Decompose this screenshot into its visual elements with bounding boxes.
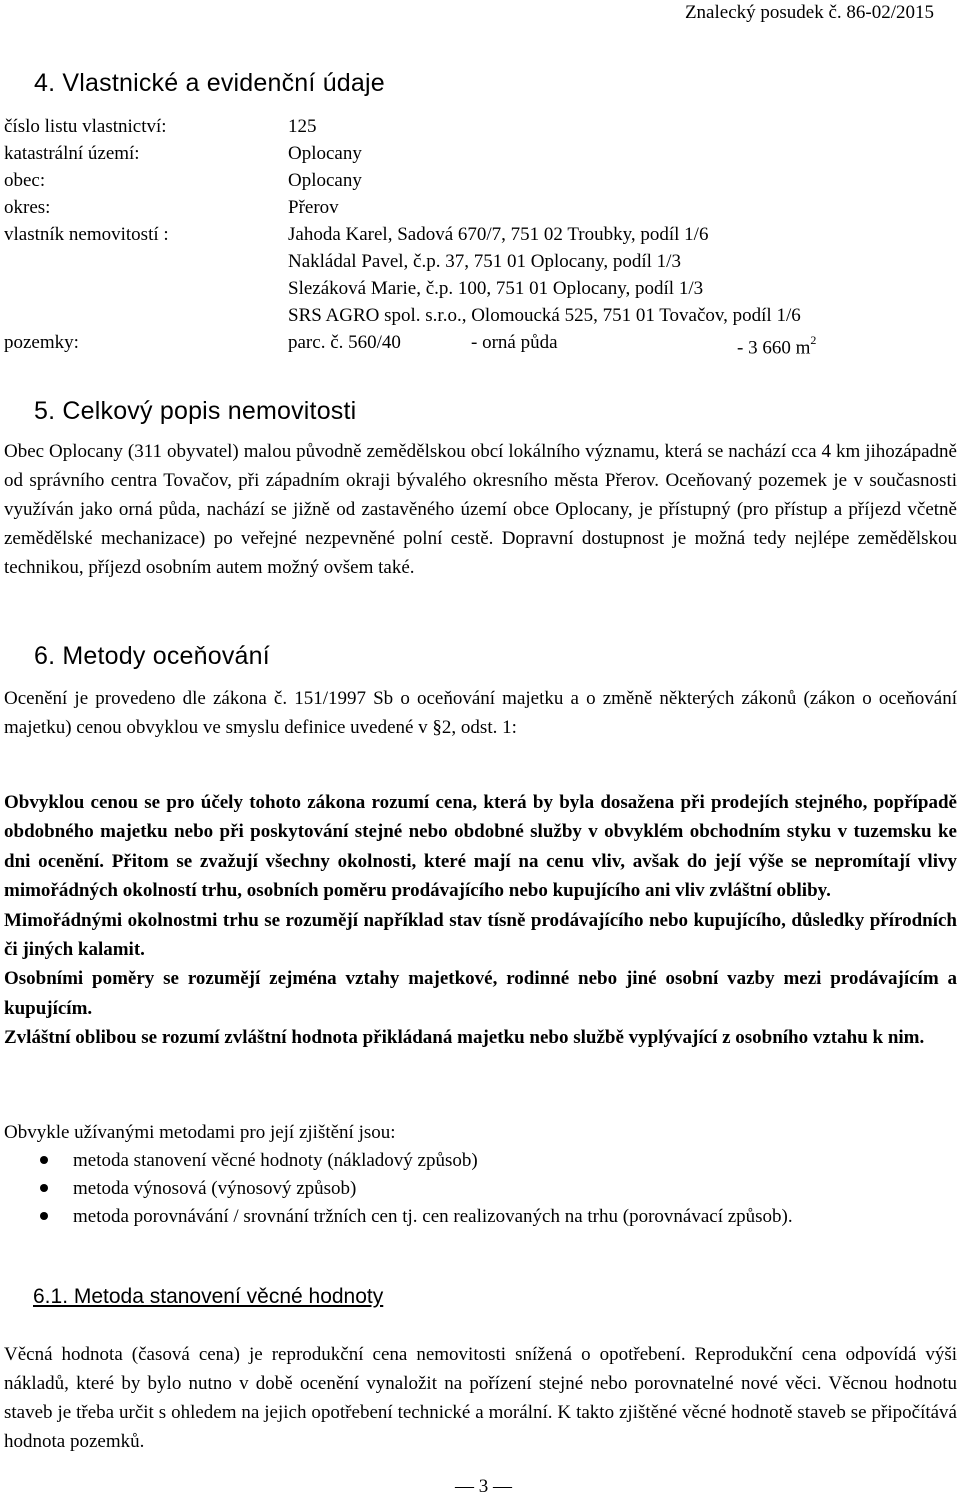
methods-intro: Obvykle užívanými metodami pro její zjištění jsou: (4, 1122, 396, 1143)
section-6-1-title: 6.1. Metoda stanovení věcné hodnoty (33, 1285, 384, 1308)
row-label: vlastník nemovitostí : (4, 224, 169, 245)
list-item (0, 1147, 957, 1175)
land-area (737, 329, 816, 361)
list-item (0, 1203, 957, 1231)
land-parcel: parc. č. 560/40 (288, 332, 401, 353)
list-item-text: metoda porovnávání / srovnání tržních cen tj. cen realizovaných na trhu (porovnávací způsob). (73, 1206, 793, 1227)
page-number: — 3 — (455, 1476, 512, 1497)
row-value: Oplocany (288, 143, 362, 164)
list-item (0, 1175, 957, 1203)
definition-paragraph: Mimořádnými okolnostmi trhu se rozumějí například stav tísně prodávajícího nebo kupujícího, důsledky přírodních či jiných kalamit. (4, 909, 957, 961)
bullet-icon (40, 1156, 48, 1164)
land-label: pozemky: (4, 332, 79, 353)
section-6-intro: Ocenění je provedeno dle zákona č. 151/1997 Sb o oceňování majetku a o změně některých zákonů (zákon o oceňování majetku) cenou obvyklou ve smyslu definice uvedené v §2, odst. 1: (4, 688, 957, 738)
land-area-value: - 3 660 m (737, 337, 811, 359)
list-item-text: metoda výnosová (výnosový způsob) (73, 1178, 357, 1199)
row-label: okres: (4, 197, 51, 218)
document-reference: Znalecký posudek č. 86-02/2015 (684, 2, 934, 23)
section-6-title: 6. Metody oceňování (34, 642, 270, 670)
bullet-icon (40, 1184, 48, 1192)
bullet-icon (40, 1212, 48, 1220)
section-5-title: 5. Celkový popis nemovitosti (34, 397, 357, 425)
row-value: 125 (288, 116, 317, 137)
row-value: Oplocany (288, 170, 362, 191)
methods-list (0, 1147, 957, 1231)
section-4-title: 4. Vlastnické a evidenční údaje (34, 69, 385, 97)
row-value: Slezáková Marie, č.p. 100, 751 01 Oplocany, podíl 1/3 (288, 278, 704, 299)
section-6-1-text: Věcná hodnota (časová cena) je reprodukční cena nemovitosti snížená o opotřebení. Reprodukční cena odpovídá výši nákladů, které by bylo nutno v době ocenění vynaložit na pořízení stejné nebo porovnatelné nové věci. Věcnou hodnotu staveb je třeba určit s ohledem na jejich opotřebení technické a morální. K takto zjištěné věcné hodnotě staveb se připočítává hodnota pozemků. (4, 1344, 957, 1452)
row-value: Nakládal Pavel, č.p. 37, 751 01 Oplocany, podíl 1/3 (288, 251, 681, 272)
legal-definition (4, 788, 957, 1053)
section-5-text: Obec Oplocany (311 obyvatel) malou původně zemědělskou obcí lokálního významu, která se nachází cca 4 km jihozápadně od správního centra Tovačov, při západním okraji bývalého okresního města Přerov. Oceňovaný pozemek je v současnosti využíván jako orná půda, nachází se jižně od zastavěného území obce Oplocany, je přístupný (pro přístup a příjezd včetně zemědělské mechanizace) po veřejné nezpevněné polní cestě. Dopravní dostupnost je možná tedy nejlépe zemědělskou technikou, příjezd osobním autem možný ovšem také. (4, 441, 957, 578)
row-value: Jahoda Karel, Sadová 670/7, 751 02 Troubky, podíl 1/6 (288, 224, 709, 245)
land-type: - orná půda (471, 332, 558, 353)
list-item-text: metoda stanovení věcné hodnoty (nákladový způsob) (73, 1150, 478, 1171)
row-value: Přerov (288, 197, 339, 218)
row-value: SRS AGRO spol. s.r.o., Olomoucká 525, 751 01 Tovačov, podíl 1/6 (288, 305, 801, 326)
row-label: obec: (4, 170, 46, 191)
row-label: katastrální území: (4, 143, 140, 164)
row-label: číslo listu vlastnictví: (4, 116, 167, 137)
definition-paragraph: Obvyklou cenou se pro účely tohoto zákona rozumí cena, která by byla dosažena při prodejích stejného, popřípadě obdobného majetku nebo při poskytování stejné nebo obdobné služby v obvyklém obchodním styku v tuzemsku ke dni ocenění. Přitom se zvažují všechny okolnosti, které mají na cenu vliv, avšak do její výše se nepromítají vlivy mimořádných okolností trhu, osobních poměru prodávajícího nebo kupujícího ani vliv zvláštní obliby. (4, 792, 957, 902)
definition-paragraph: Osobními poměry se rozumějí zejména vztahy majetkové, rodinné nebo jiné osobní vazby mezi prodávajícím a kupujícím. (4, 968, 957, 1019)
definition-paragraph: Zvláštní oblibou se rozumí zvláštní hodnota přikládaná majetku nebo službě vyplývající z osobního vztahu k nim. (4, 1027, 925, 1049)
land-area-unit-exponent: 2 (810, 333, 817, 347)
